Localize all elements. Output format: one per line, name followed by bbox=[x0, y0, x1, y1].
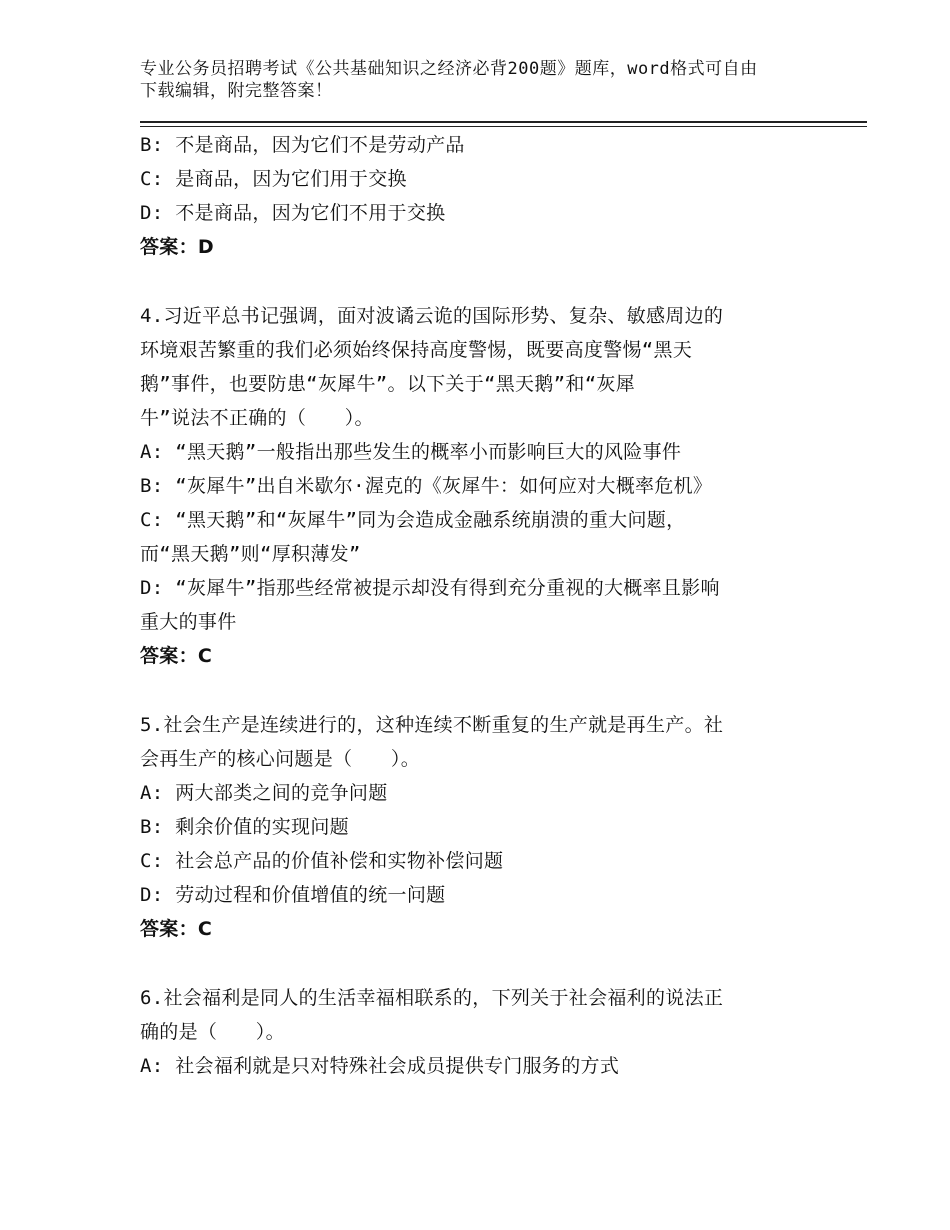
answer-label: 答案：C bbox=[140, 645, 213, 667]
question-stem: 会再生产的核心问题是（ ）。 bbox=[140, 748, 421, 770]
question-4 bbox=[140, 299, 820, 673]
question-5 bbox=[140, 708, 820, 946]
header-rule-thick bbox=[140, 121, 867, 123]
option-d: D: 不是商品，因为它们不用于交换 bbox=[140, 202, 446, 224]
question-6 bbox=[140, 981, 820, 1083]
header-rule-thin bbox=[140, 126, 867, 127]
option-c: C: 社会总产品的价值补偿和实物补偿问题 bbox=[140, 850, 504, 872]
question-stem: 牛”说法不正确的（ ）。 bbox=[140, 407, 374, 429]
option-d: D: 劳动过程和价值增值的统一问题 bbox=[140, 884, 446, 906]
question-stem: 6.社会福利是同人的生活幸福相联系的，下列关于社会福利的说法正 bbox=[140, 987, 724, 1009]
option-b: B: 剩余价值的实现问题 bbox=[140, 816, 349, 838]
option-b: B: 不是商品，因为它们不是劳动产品 bbox=[140, 134, 465, 156]
document-body bbox=[140, 128, 820, 1083]
answer-label: 答案：C bbox=[140, 918, 213, 940]
question-3 bbox=[140, 128, 820, 264]
header-line-1: 专业公务员招聘考试《公共基础知识之经济必背200题》题库，word格式可自由 bbox=[140, 59, 758, 79]
option-a: A: 两大部类之间的竞争问题 bbox=[140, 782, 388, 804]
answer-label: 答案：D bbox=[140, 236, 214, 258]
option-d-continued: 重大的事件 bbox=[140, 611, 237, 633]
option-c-continued: 而“黑天鹅”则“厚积薄发” bbox=[140, 543, 361, 565]
question-stem: 5.社会生产是连续进行的，这种连续不断重复的生产就是再生产。社 bbox=[140, 714, 724, 736]
document-header bbox=[140, 58, 820, 102]
option-b: B: “灰犀牛”出自米歇尔·渥克的《灰犀牛：如何应对大概率危机》 bbox=[140, 475, 713, 497]
option-a: A: 社会福利就是只对特殊社会成员提供专门服务的方式 bbox=[140, 1055, 620, 1077]
option-a: A: “黑天鹅”一般指出那些发生的概率小而影响巨大的风险事件 bbox=[140, 441, 682, 463]
question-stem: 鹅”事件，也要防患“灰犀牛”。以下关于“黑天鹅”和“灰犀 bbox=[140, 373, 636, 395]
question-stem: 4.习近平总书记强调，面对波谲云诡的国际形势、复杂、敏感周边的 bbox=[140, 305, 724, 327]
question-stem: 环境艰苦繁重的我们必须始终保持高度警惕，既要高度警惕“黑天 bbox=[140, 339, 693, 361]
option-c: C: “黑天鹅”和“灰犀牛”同为会造成金融系统崩溃的重大问题， bbox=[140, 509, 686, 531]
option-d: D: “灰犀牛”指那些经常被提示却没有得到充分重视的大概率且影响 bbox=[140, 577, 720, 599]
question-stem: 确的是（ ）。 bbox=[140, 1021, 285, 1043]
header-line-2: 下载编辑，附完整答案！ bbox=[140, 81, 333, 101]
option-c: C: 是商品，因为它们用于交换 bbox=[140, 168, 407, 190]
